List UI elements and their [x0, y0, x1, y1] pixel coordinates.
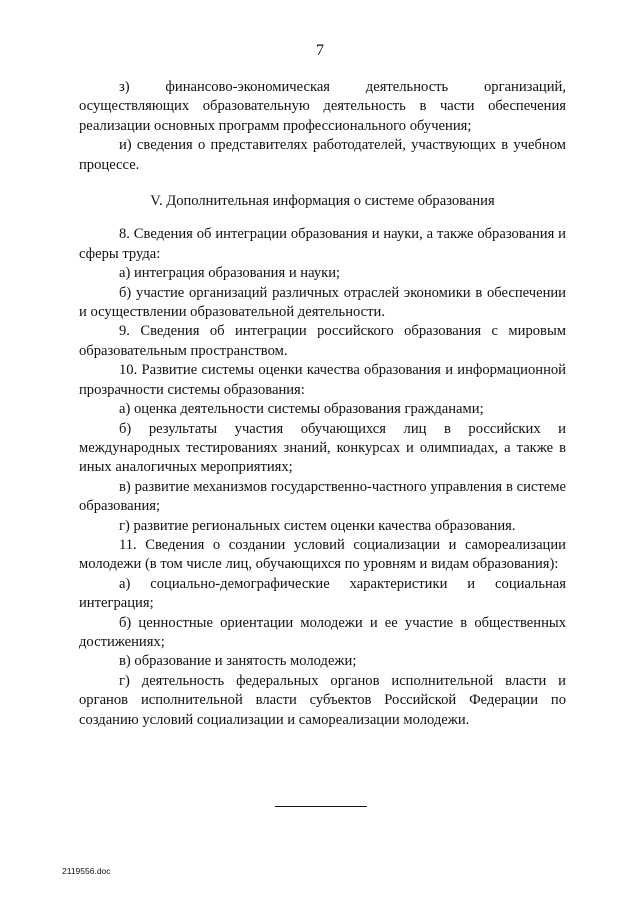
document-body — [79, 78, 566, 730]
paragraph-10g: г) развитие региональных систем оценки качества образования. — [119, 517, 516, 534]
paragraph-z: з) финансово-экономическая деятельность организаций, осуществляющих образовательную деятельность в части обеспечения реализации основных программ профессионального обучения; — [79, 79, 566, 134]
paragraph-11v: в) образование и занятость молодежи; — [119, 653, 357, 670]
paragraph-8b: б) участие организаций различных отраслей экономики в обеспечении и осуществлении образовательной деятельности. — [79, 284, 566, 321]
section-heading: V. Дополнительная информация о системе образования — [150, 193, 495, 210]
paragraph-8: 8. Сведения об интеграции образования и науки, а также образования и сферы труда: — [79, 226, 566, 262]
paragraph-10: 10. Развитие системы оценки качества образования и информационной прозрачности системы образования: — [79, 362, 566, 398]
paragraph-10a: а) оценка деятельности системы образования гражданами; — [119, 401, 484, 418]
paragraph-11g: г) деятельность федеральных органов исполнительной власти и органов исполнительной власти субъектов Российской Федерации по созданию условий социализации и самореализации молодежи. — [79, 672, 566, 728]
paragraph-10b: б) результаты участия обучающихся лиц в российских и международных тестированиях знаний, конкурсах и олимпиадах, а также в иных аналогичных мероприятиях; — [79, 420, 566, 476]
paragraph-11b: б) ценностные ориентации молодежи и ее участие в общественных достижениях; — [79, 614, 566, 650]
end-rule — [275, 806, 367, 807]
paragraph-11a: а) социально-демографические характеристики и социальная интеграция; — [79, 575, 566, 612]
file-name-footer: 2119556.doc — [62, 866, 111, 876]
paragraph-9: 9. Сведения об интеграции российского образования с мировым образовательным пространством. — [79, 323, 566, 359]
paragraph-10v: в) развитие механизмов государственно-частного управления в системе образования; — [79, 478, 566, 515]
paragraph-11: 11. Сведения о создании условий социализации и самореализации молодежи (в том числе лиц, обучающихся по уровням и видам образования): — [79, 536, 566, 573]
page-number: 7 — [316, 42, 324, 59]
paragraph-i: и) сведения о представителях работодателей, участвующих в учебном процессе. — [79, 137, 566, 173]
paragraph-8a: а) интеграция образования и науки; — [119, 265, 341, 282]
